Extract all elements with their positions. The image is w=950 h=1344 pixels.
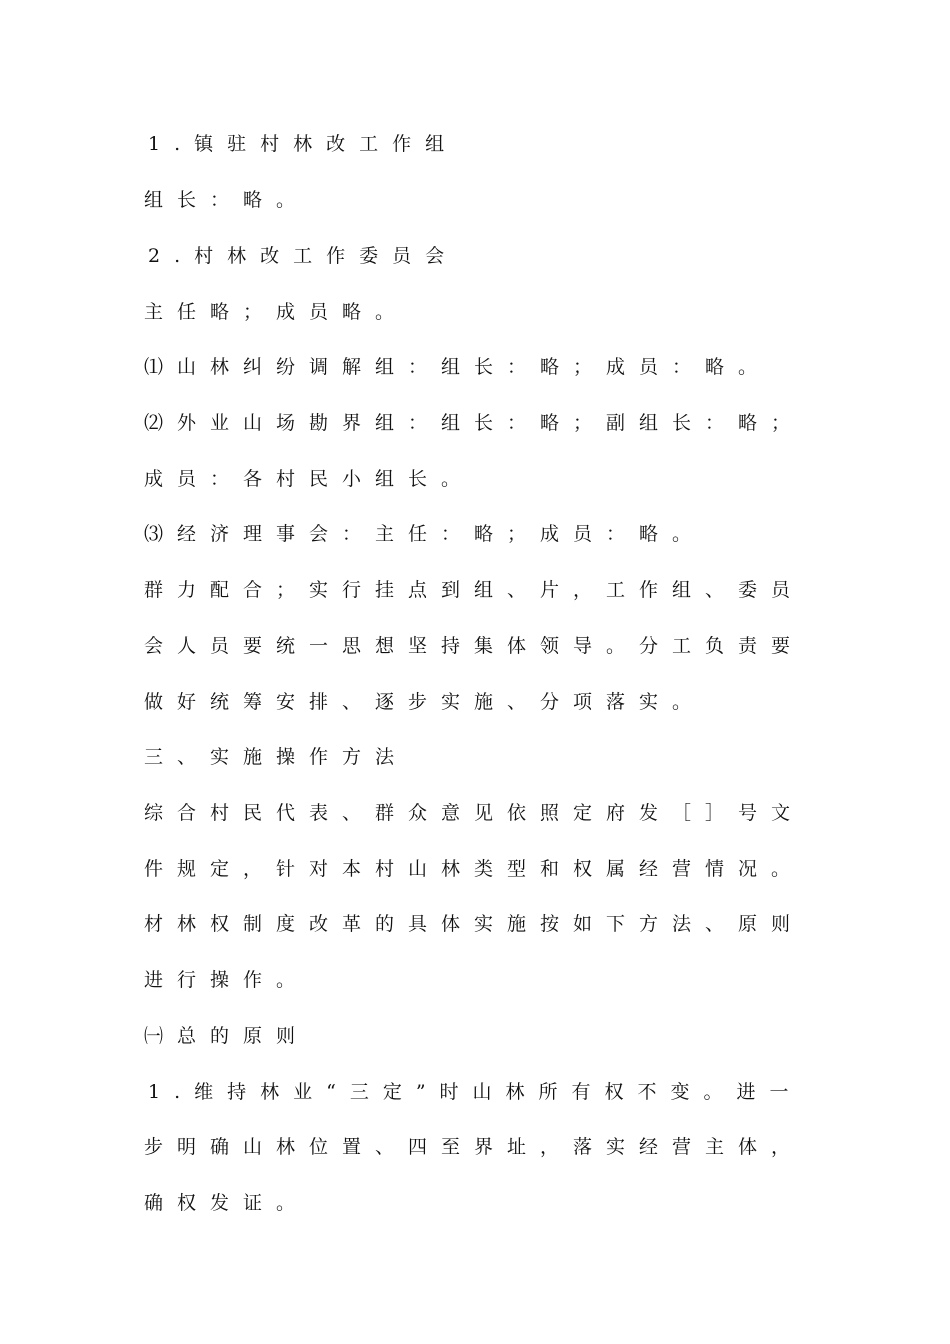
text-line: 主任略；成员略。 — [144, 301, 409, 323]
text-line: 进行操作。 — [144, 969, 310, 991]
text-line: 成员：各村民小组长。 — [144, 468, 475, 490]
subsection-heading: ㈠总的原则 — [144, 1025, 310, 1047]
text-line: 综合村民代表、群众意见依照定府发［］号文 — [144, 802, 805, 824]
text-line: 1.镇驻村林改工作组 — [148, 133, 459, 155]
text-line: 群力配合；实行挂点到组、片，工作组、委员 — [144, 579, 805, 601]
text-line: 会人员要统一思想坚持集体领导。分工负责要 — [144, 635, 805, 657]
text-line: ⑶经济理事会：主任：略；成员：略。 — [144, 523, 706, 545]
text-line: 1.维持林业“三定”时山林所有权不变。进一 — [148, 1081, 803, 1103]
text-line: 步明确山林位置、四至界址，落实经营主体， — [144, 1136, 805, 1158]
text-line: 组长：略。 — [144, 189, 310, 211]
text-line: ⑵外业山场勘界组：组长：略；副组长：略； — [144, 412, 805, 434]
text-line: 做好统筹安排、逐步实施、分项落实。 — [144, 691, 706, 713]
text-line: 2.村林改工作委员会 — [148, 245, 459, 267]
text-line: 材林权制度改革的具体实施按如下方法、原则 — [144, 913, 805, 935]
section-heading: 三、实施操作方法 — [144, 746, 409, 768]
text-line: 件规定，针对本村山林类型和权属经营情况。 — [144, 858, 805, 880]
text-line: ⑴山林纠纷调解组：组长：略；成员：略。 — [144, 356, 772, 378]
text-line: 确权发证。 — [144, 1192, 310, 1214]
